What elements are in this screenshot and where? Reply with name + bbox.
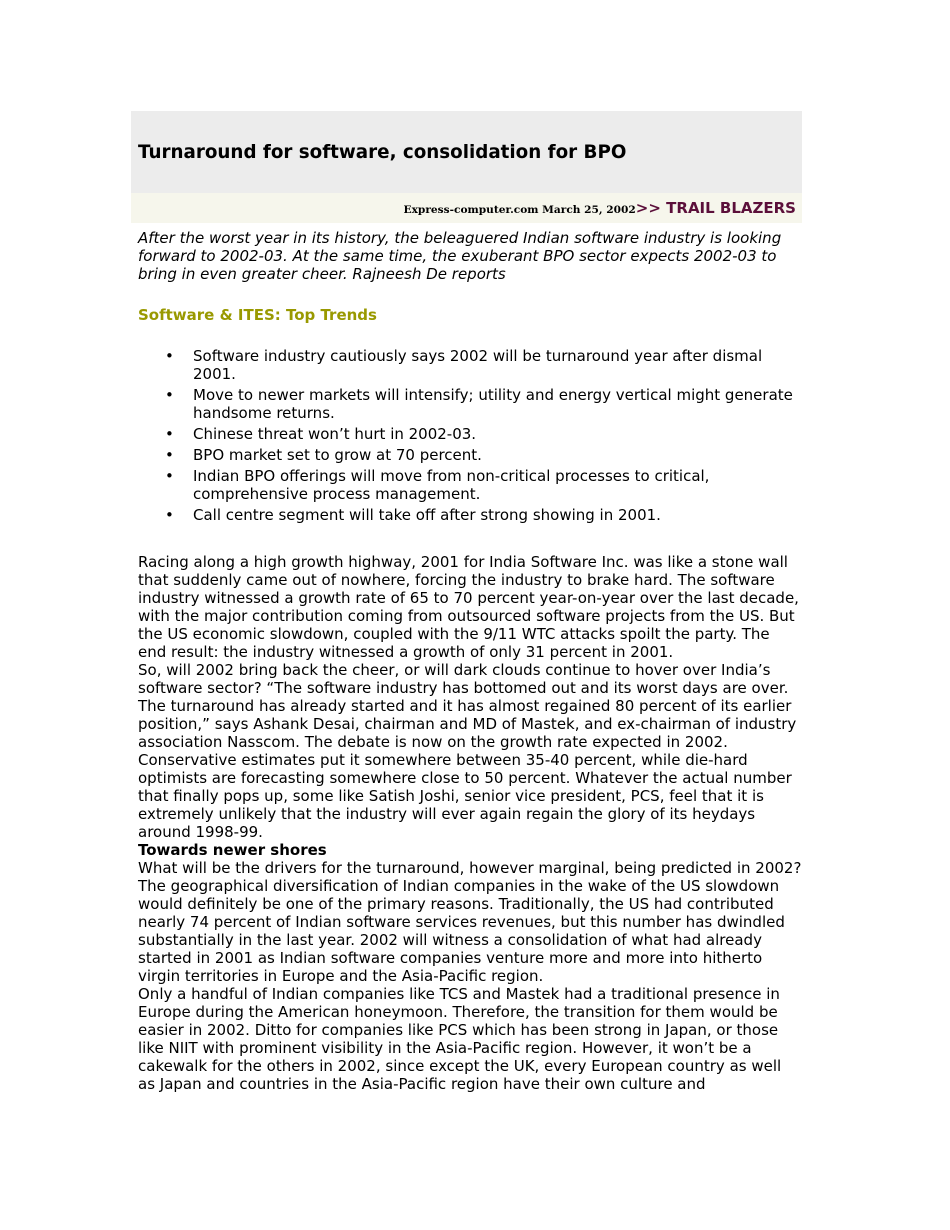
- trend-text: Chinese threat won’t hurt in 2002-03.: [193, 425, 477, 443]
- list-item: [165, 425, 802, 443]
- body-paragraph: Racing along a high growth highway, 2001 for India Software Inc. was like a stone wall that suddenly came out of nowhere, forcing the industry to brake hard. The software industry witnessed a growth rate of 65 to 70 percent year-on-year over the last decade, with the major contribution coming from outsourced software projects from the US. But the US economic slowdown, coupled with the 9/11 WTC attacks spoilt the party. The end result: the industry witnessed a growth of only 31 percent in 2001.: [138, 553, 799, 661]
- trends-heading: Software & ITES: Top Trends: [138, 306, 377, 324]
- source-dateline: Express-computer.com March 25, 2002: [403, 204, 636, 216]
- article-content: [131, 223, 802, 1093]
- bullet-icon: •: [165, 506, 174, 524]
- bullet-icon: •: [165, 347, 174, 365]
- article-intro: After the worst year in its history, the beleaguered Indian software industry is looking forward to 2002-03. At the same time, the exuberant BPO sector expects 2002-03 to bring in even greater cheer. Rajneesh De reports: [138, 229, 782, 283]
- list-item: [165, 386, 802, 422]
- list-item: [165, 446, 802, 464]
- trends-list: [138, 347, 802, 524]
- bullet-icon: •: [165, 467, 174, 485]
- trend-text: Move to newer markets will intensify; utility and energy vertical might generate handsome returns.: [193, 386, 793, 422]
- body-paragraph: What will be the drivers for the turnaround, however marginal, being predicted in 2002? The geographical diversification of Indian companies in the wake of the US slowdown would definitely be one of the primary reasons. Traditionally, the US had contributed nearly 74 percent of Indian software services revenues, but this number has dwindled substantially in the last year. 2002 will witness a consolidation of what had already started in 2001 as Indian software companies venture more and more into hitherto virgin territories in Europe and the Asia-Pacific region.: [138, 859, 802, 985]
- trend-text: Indian BPO offerings will move from non-critical processes to critical, comprehensive process management.: [193, 467, 710, 503]
- source-bar: [131, 193, 802, 223]
- title-band: [131, 111, 802, 193]
- body-paragraph: So, will 2002 bring back the cheer, or will dark clouds continue to hover over India’s software sector? “The software industry has bottomed out and its worst days are over. The turnaround has already started and it has almost regained 80 percent of its earlier position,” says Ashank Desai, chairman and MD of Mastek, and ex-chairman of industry association Nasscom. The debate is now on the growth rate expected in 2002. Conservative estimates put it somewhere between 35-40 percent, while die-hard optimists are forecasting somewhere close to 50 percent. Whatever the actual number that finally pops up, some like Satish Joshi, senior vice president, PCS, feel that it is extremely unlikely that the industry will ever again regain the glory of its heydays around 1998-99.: [138, 661, 797, 841]
- subheading: Towards newer shores: [138, 841, 327, 859]
- trend-text: Call centre segment will take off after strong showing in 2001.: [193, 506, 661, 524]
- list-item: [165, 506, 802, 524]
- article: [131, 111, 802, 1093]
- list-item: [165, 467, 802, 503]
- list-item: [165, 347, 802, 383]
- trend-text: Software industry cautiously says 2002 will be turnaround year after dismal 2001.: [193, 347, 763, 383]
- bullet-icon: •: [165, 425, 174, 443]
- section-label: >> TRAIL BLAZERS: [635, 199, 796, 217]
- trend-text: BPO market set to grow at 70 percent.: [193, 446, 482, 464]
- bullet-icon: •: [165, 446, 174, 464]
- article-title: Turnaround for software, consolidation for BPO: [138, 142, 627, 163]
- bullet-icon: •: [165, 386, 174, 404]
- article-body: [138, 553, 802, 1093]
- body-paragraph: Only a handful of Indian companies like TCS and Mastek had a traditional presence in Europe during the American honeymoon. Therefore, the transition for them would be easier in 2002. Ditto for companies like PCS which has been strong in Japan, or those like NIIT with prominent visibility in the Asia-Pacific region. However, it won’t be a cakewalk for the others in 2002, since except the UK, every European country as well as Japan and countries in the Asia-Pacific region have their own culture and: [138, 985, 782, 1093]
